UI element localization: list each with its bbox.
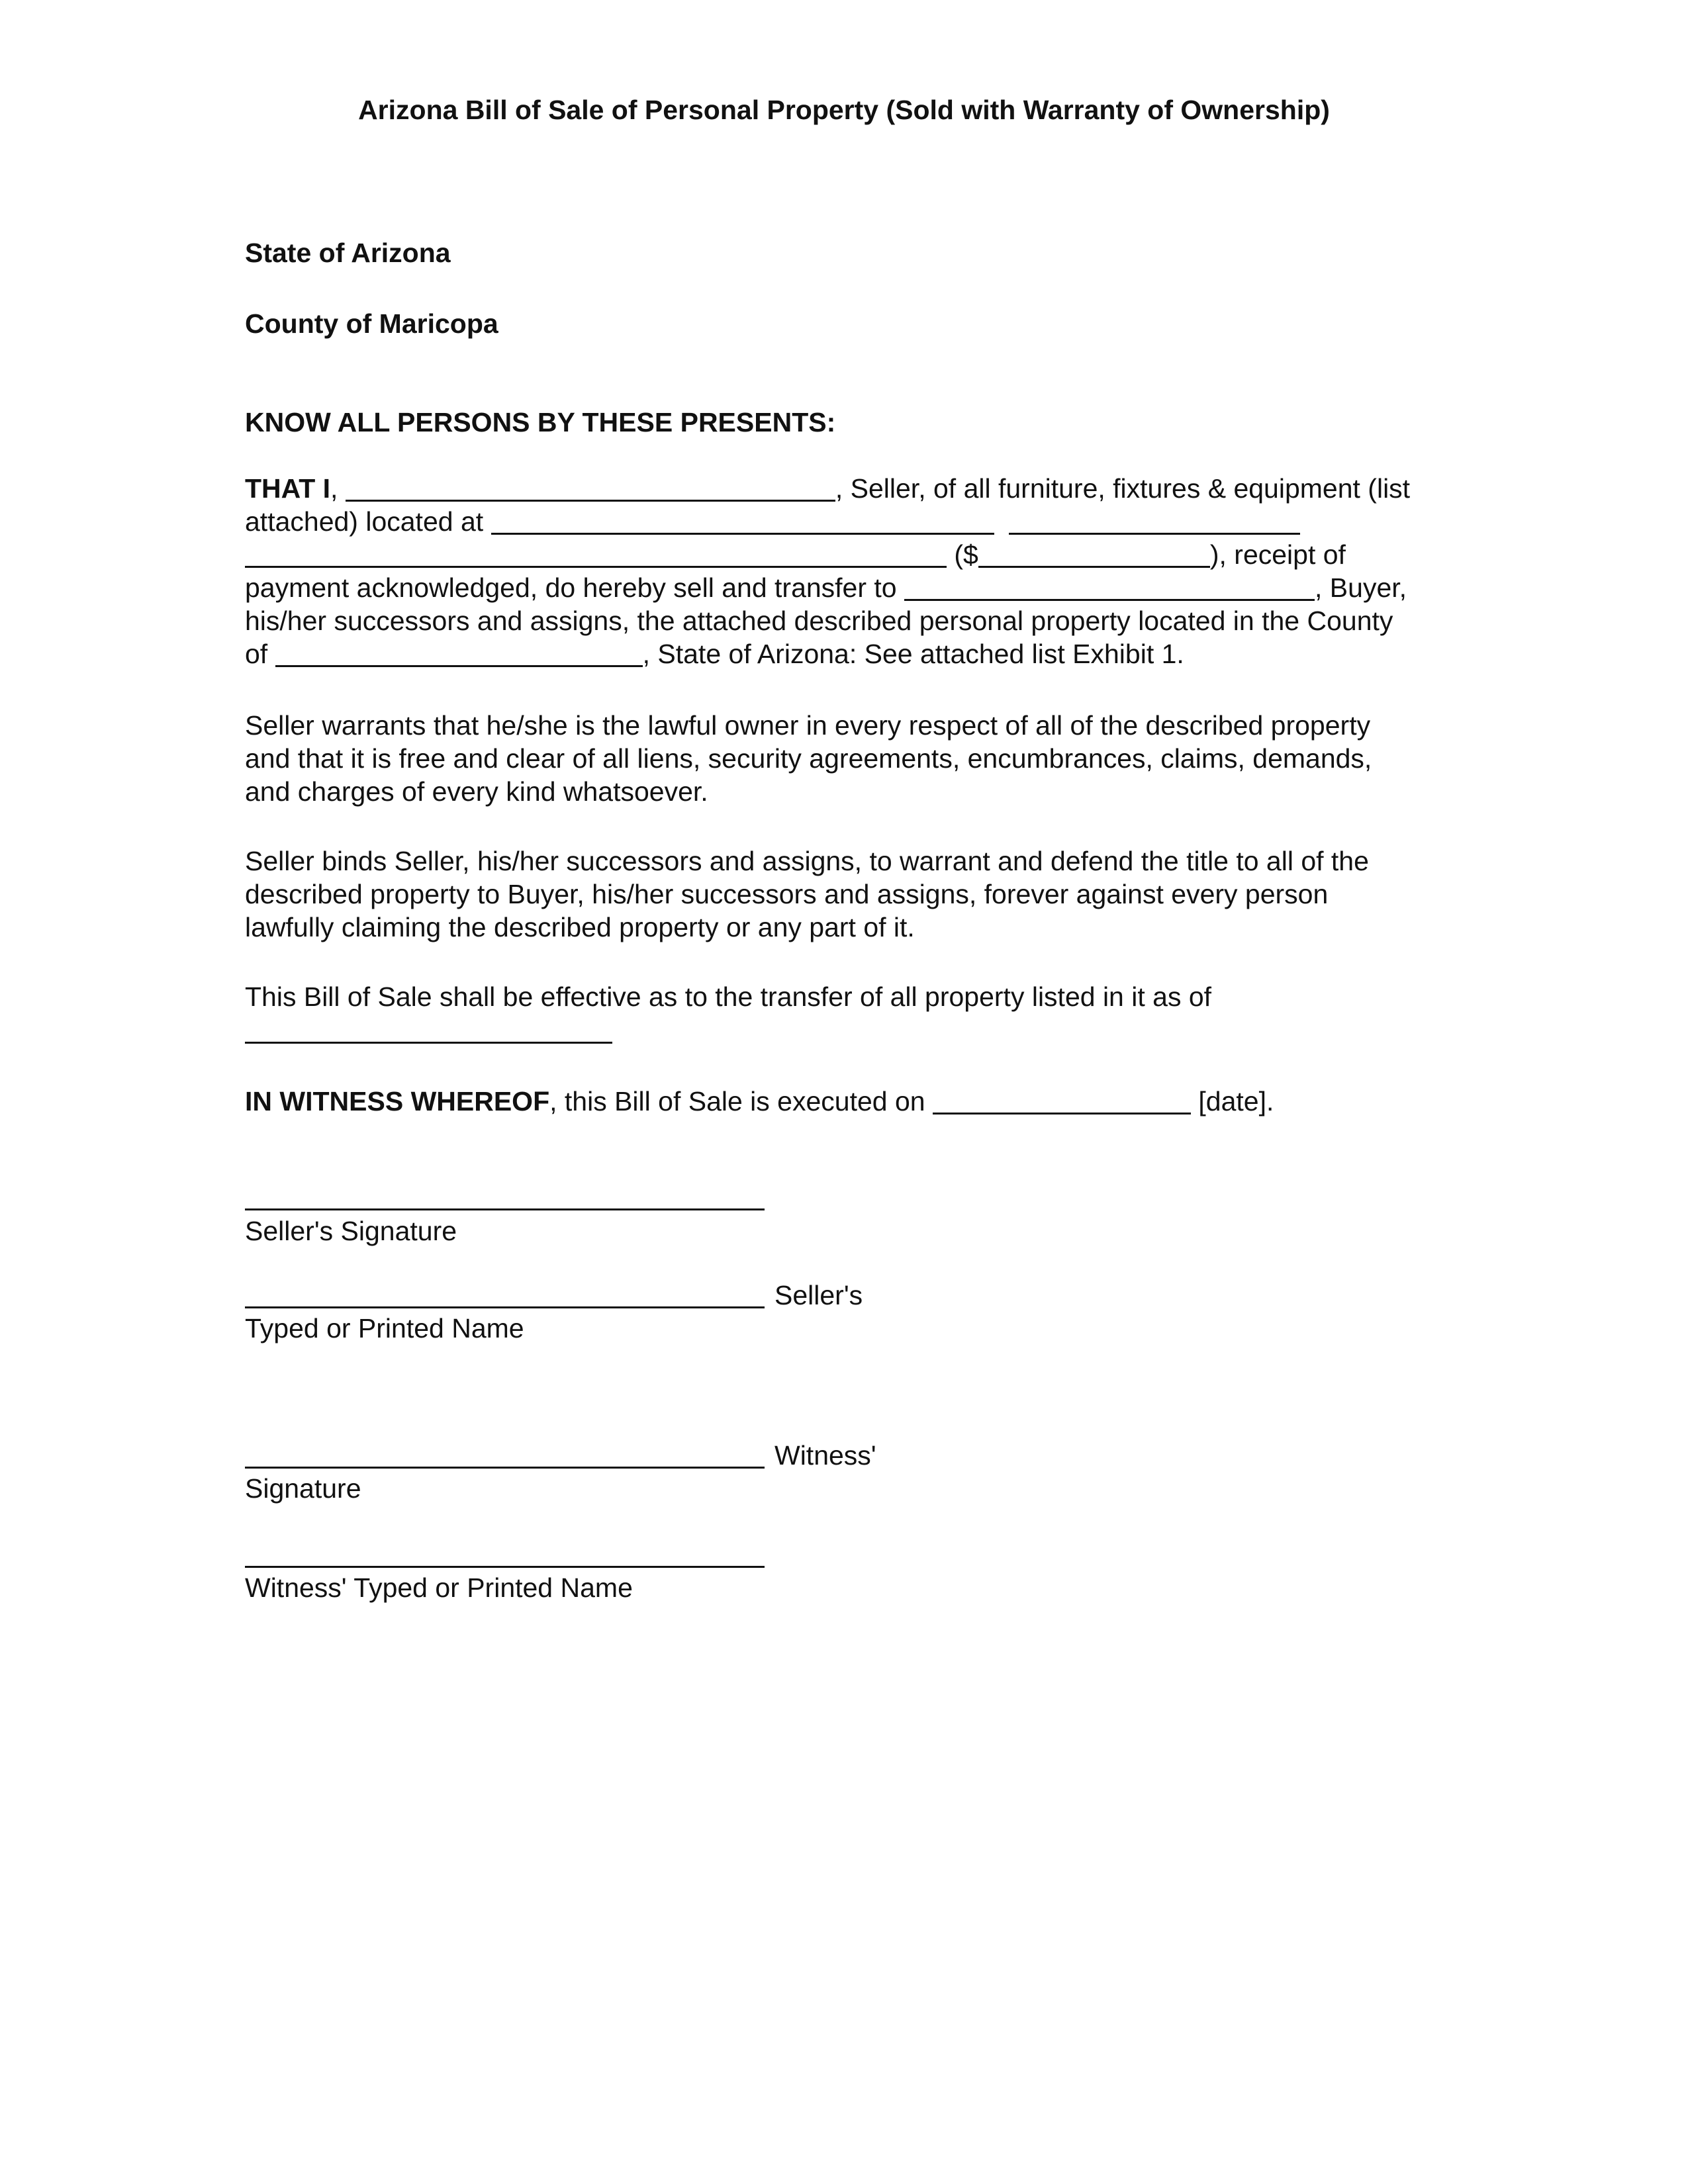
witness-signature-line[interactable]	[245, 1467, 765, 1469]
para1-line5: his/her successors and assigns, the attached described personal property located in the County	[245, 606, 1393, 636]
para1-line6: of , State of Arizona: See attached list Exhibit 1.	[245, 639, 1184, 669]
witness-name-label: Witness' Typed or Printed Name	[245, 1572, 633, 1603]
witness-name-line[interactable]	[245, 1566, 765, 1568]
witness-whereof-line: IN WITNESS WHEREOF, this Bill of Sale is executed on [date].	[245, 1086, 1274, 1116]
para2-line3: and charges of every kind whatsoever.	[245, 776, 708, 807]
document-title: Arizona Bill of Sale of Personal Property (Sold with Warranty of Ownership)	[358, 95, 1330, 125]
amount-blank[interactable]	[978, 539, 1210, 568]
amount-words-blank[interactable]	[245, 539, 947, 568]
that-i-label: THAT I	[245, 473, 331, 504]
execution-date-blank[interactable]	[933, 1086, 1191, 1115]
county-heading: County of Maricopa	[245, 308, 498, 339]
seller-name-label-a: Seller's	[774, 1280, 863, 1310]
para1-line4: payment acknowledged, do hereby sell and transfer to , Buyer,	[245, 572, 1407, 603]
para3-line1: Seller binds Seller, his/her successors and assigns, to warrant and defend the title to all of the	[245, 846, 1369, 876]
seller-name-line[interactable]	[245, 1306, 765, 1308]
buyer-name-blank[interactable]	[904, 572, 1315, 601]
para1-line3: ($ ), receipt of	[245, 537, 1346, 572]
witness-signature-label-b: Signature	[245, 1473, 361, 1504]
county-blank[interactable]	[275, 639, 643, 667]
para3-line3: lawfully claiming the described property or any part of it.	[245, 912, 915, 942]
witness-whereof-label: IN WITNESS WHEREOF	[245, 1086, 550, 1116]
location-blank-2[interactable]	[1009, 506, 1300, 535]
seller-signature-line[interactable]	[245, 1208, 765, 1210]
witness-signature-label-a: Witness'	[774, 1440, 876, 1471]
para2-line1: Seller warrants that he/she is the lawful owner in every respect of all of the described property	[245, 710, 1371, 741]
location-blank[interactable]	[491, 506, 994, 535]
para2-line2: and that it is free and clear of all liens, security agreements, encumbrances, claims, demands,	[245, 743, 1372, 774]
effective-date-blank[interactable]	[245, 1042, 612, 1044]
para3-line2: described property to Buyer, his/her successors and assigns, forever against every person	[245, 879, 1329, 909]
para4-line1: This Bill of Sale shall be effective as to the transfer of all property listed in it as of	[245, 981, 1212, 1012]
know-all-heading: KNOW ALL PERSONS BY THESE PRESENTS:	[245, 407, 836, 437]
para1-line1: THAT I, , Seller, of all furniture, fixtures & equipment (list	[245, 473, 1411, 504]
para1-line2: attached) located at	[245, 504, 1300, 539]
seller-name-label-b: Typed or Printed Name	[245, 1313, 524, 1343]
seller-name-blank[interactable]	[346, 473, 835, 502]
state-heading: State of Arizona	[245, 238, 451, 268]
seller-signature-label: Seller's Signature	[245, 1216, 457, 1246]
